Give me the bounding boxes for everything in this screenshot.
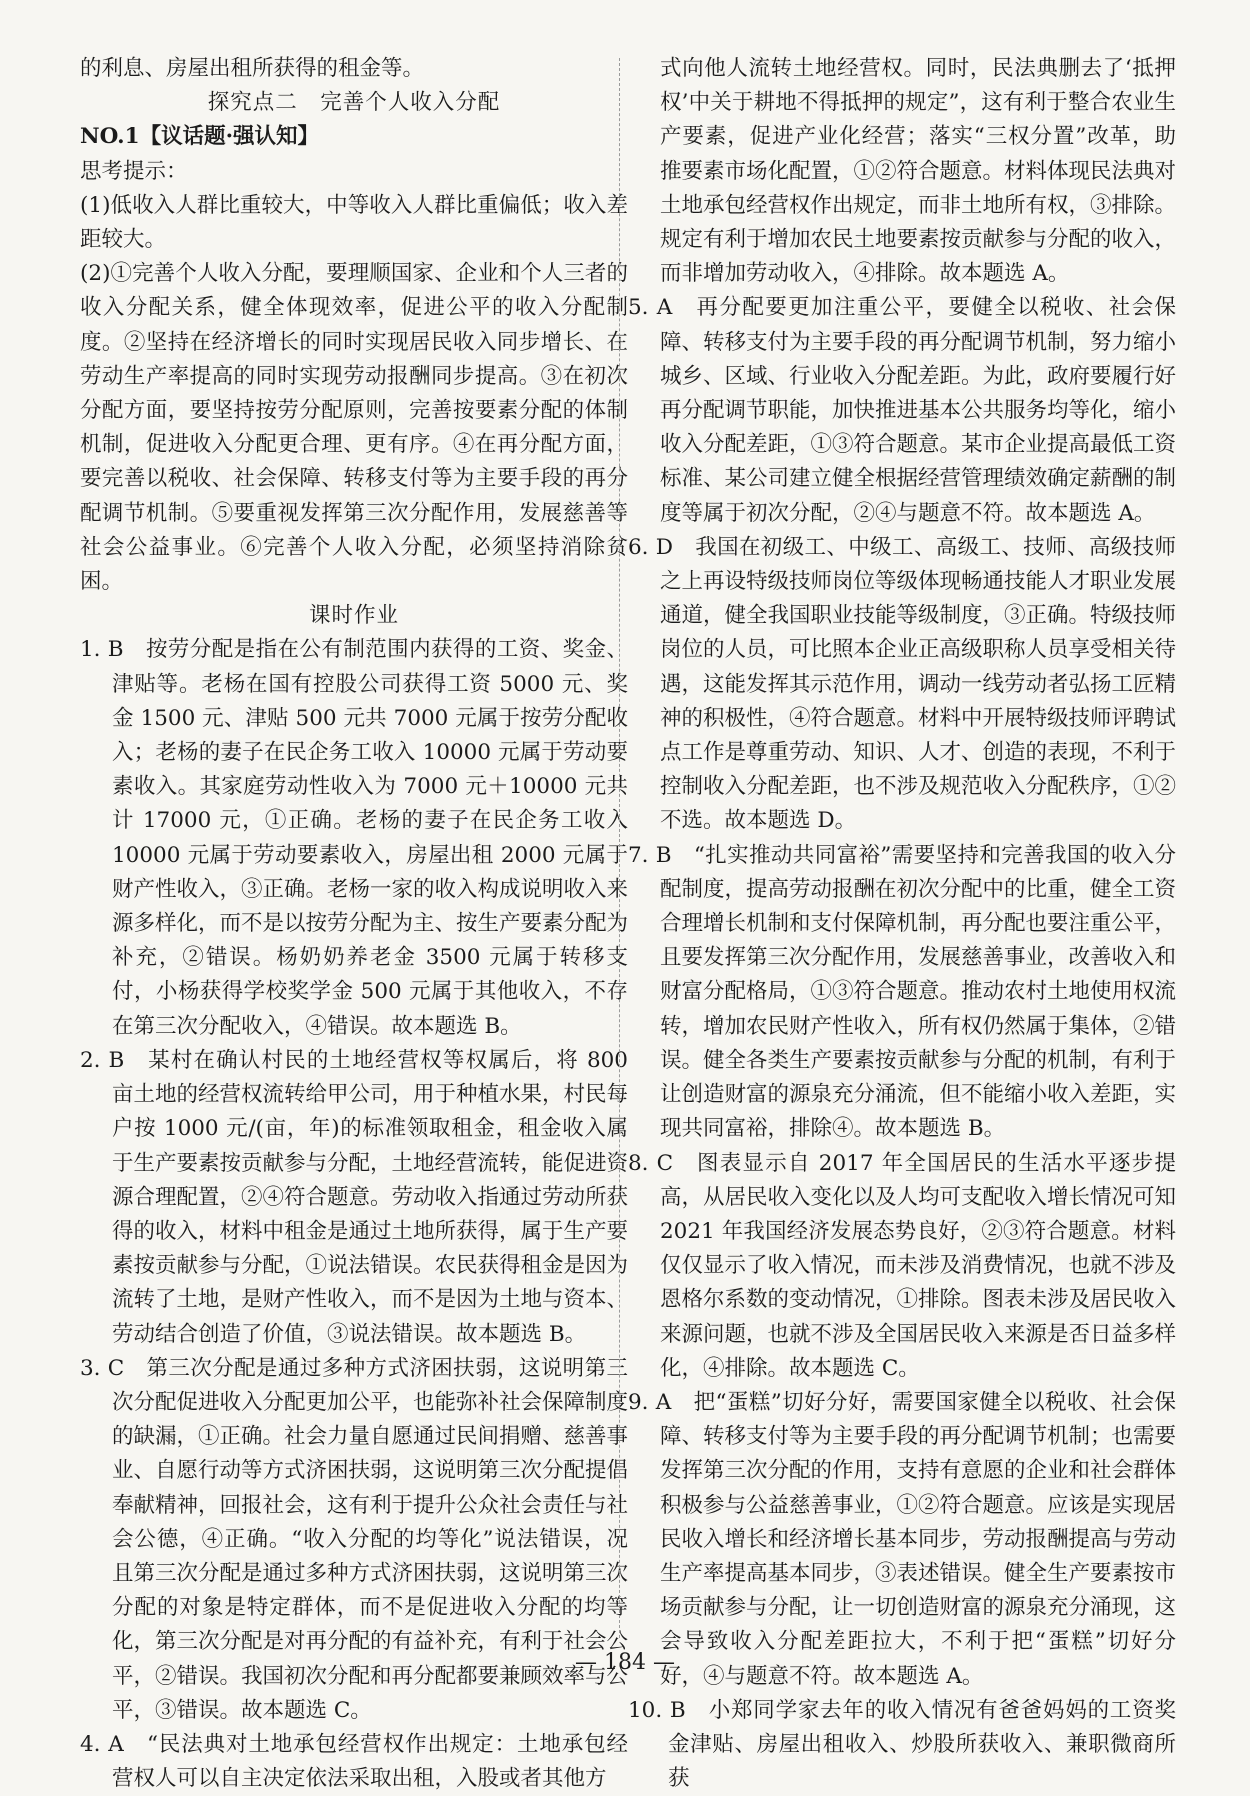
homework-title: 课时作业	[308, 603, 399, 629]
answer-item: 7. B “扎实推动共同富裕”需要坚持和完善我国的收入分配制度，提高劳动报酬在初次分配中的比重，健全工资合理增长机制和支付保障机制，再分配也要注重公平，且要发挥第三次分配作用，发展慈善事业，改善收入和财富分配格局，①③符合题意。推动农村土地使用权流转，增加农民财产性收入，所有权仍然属于集体，②错误。健全各类生产要素按贡献参与分配的机制，有利于让创造财富的源泉充分涌流，但不能缩小收入差距，实现共同富裕，排除④。故本题选 B。	[628, 842, 1177, 1142]
answer-item: 5. A 再分配要更加注重公平，要健全以税收、社会保障、转移支付为主要手段的再分配调节机制，努力缩小城乡、区域、行业收入分配差距。为此，政府要履行好再分配调节职能，加快推进基本公共服务均等化，缩小收入分配差距，①③符合题意。某市企业提高最低工资标准、某公司建立健全根据经营管理绩效确定薪酬的制度等属于初次分配，②④与题意不符。故本题选 A。	[628, 295, 1177, 526]
answer-item: 9. A 把“蛋糕”切好分好，需要国家健全以税收、社会保障、转移支付等为主要手段的再分配调节机制；也需要发挥第三次分配的作用，支持有意愿的企业和社会群体积极参与公益慈善事业，①②符合题意。应该是实现居民收入增长和经济增长基本同步，劳动报酬提高与劳动生产率提高基本同步，③表述错误。健全生产要素按市场贡献参与分配，让一切创造财富的源泉充分涌现，这会导致收入分配差距拉大，不利于把“蛋糕”切好分好，④与题意不符。故本题选 A。	[628, 1389, 1177, 1689]
left-column	[80, 52, 628, 1796]
hint-label: 思考提示：	[80, 158, 188, 184]
page-number: — 184 —	[575, 1650, 675, 1675]
column-divider	[619, 58, 620, 1638]
answer-continuation: 式向他人流转土地经营权。同时，民法典删去了‘抵押权’中关于耕地不得抵押的规定”，这有利于整合农业生产要素，促进产业化经营；落实“三权分置”改革，助推要素市场化配置，①②符合题意。材料体现民法典对土地承包经营权作出规定，而非土地所有权，③排除。规定有利于增加农民土地要素按贡献参与分配的收入，而非增加劳动收入，④排除。故本题选 A。	[660, 56, 1177, 287]
answer-item: 10. B 小郑同学家去年的收入情况有爸爸妈妈的工资奖金津贴、房屋出租收入、炒股所获收入、兼职微商所获	[628, 1697, 1176, 1792]
answer-item: 6. D 我国在初级工、中级工、高级工、技师、高级技师之上再设特级技师岗位等级体现畅通技能人才职业发展通道，健全我国职业技能等级制度，③正确。特级技师岗位的人员，可比照本企业正高级职称人员享受相关待遇，这能发挥其示范作用，调动一线劳动者弘扬工匠精神的积极性，④符合题意。材料中开展特级技师评聘试点工作是尊重劳动、知识、人才、创造的表现，不利于控制收入分配差距，也不涉及规范收入分配秩序，①②不选。故本题选 D。	[628, 534, 1177, 834]
answer-item: 8. C 图表显示自 2017 年全国居民的生活水平逐步提高，从居民收入变化以及人均可支配收入增长情况可知 2021 年我国经济发展态势良好，②③符合题意。材料仅仅显示了收入情况，而未涉及消费情况，也就不涉及恩格尔系数的变动情况，①排除。图表未涉及居民收入来源问题，也就不涉及全国居民收入来源是否日益多样化，④排除。故本题选 C。	[628, 1150, 1177, 1381]
answer-item: 4. A “民法典对土地承包经营权作出规定：土地承包经营权人可以自主决定依法采取出租，入股或者其他方	[80, 1731, 628, 1792]
hint-paragraph: (2)①完善个人收入分配，要理顺国家、企业和个人三者的收入分配关系，健全体现效率，促进公平的收入分配制度。②坚持在经济增长的同时实现居民收入同步增长、在劳动生产率提高的同时实现劳动报酬同步提高。③在初次分配方面，要坚持按劳分配原则，完善按要素分配的体制机制，促进收入分配更合理、更有序。④在再分配方面，要完善以税收、社会保障、转移支付等为主要手段的再分配调节机制。⑤要重视发挥第三次分配作用，发展慈善等社会公益事业。⑥完善个人收入分配，必须坚持消除贫困。	[80, 261, 628, 595]
answer-item: 3. C 第三次分配是通过多种方式济困扶弱，这说明第三次分配促进收入分配更加公平，也能弥补社会保障制度的缺漏，①正确。社会力量自愿通过民间捐赠、慈善事业、自愿行动等方式济困扶弱，这说明第三次分配提倡奉献精神，回报社会，这有利于提升公众社会责任与社会公德，④正确。“收入分配的均等化”说法错误，况且第三次分配是通过多种方式济困扶弱，这说明第三次分配的对象是特定群体，而不是促进收入分配的均等化，第三次分配是对再分配的有益补充，有利于社会公平，②错误。我国初次分配和再分配都要兼顾效率与公平，③错误。故本题选 C。	[80, 1355, 629, 1723]
answer-item: 1. B 按劳分配是指在公有制范围内获得的工资、奖金、津贴等。老杨在国有控股公司获得工资 5000 元、奖金 1500 元、津贴 500 元共 7000 元属于按劳分配收入；老杨的妻子在民企务工收入 10000 元属于劳动要素收入。其家庭劳动性收入为 7000 元＋10000 元共计 17000 元，①正确。老杨的妻子在民企务工收入 10000 元属于劳动要素收入，房屋出租 2000 元属于财产性收入，③正确。老杨一家的收入构成说明收入来源多样化，而不是以按劳分配为主、按生产要素分配为补充，②错误。杨奶奶养老金 3500 元属于转移支付，小杨获得学校奖学金 500 元属于其他收入，不存在第三次分配收入，④错误。故本题选 B。	[80, 637, 629, 1039]
answer-item: 2. B 某村在确认村民的土地经营权等权属后，将 800 亩土地的经营权流转给甲公司，用于种植水果，村民每户按 1000 元/(亩，年)的标准领取租金，租金收入属于生产要素按贡献参与分配，土地经营流转，能促进资源合理配置，②④符合题意。劳动收入指通过劳动所获得的收入，材料中租金是通过土地所获得，属于生产要素按贡献参与分配，①说法错误。农民获得租金是因为流转了土地，是财产性收入，而不是因为土地与资本、劳动结合创造了价值，③说法错误。故本题选 B。	[80, 1047, 629, 1347]
question-heading: NO.1【议话题·强认知】	[80, 124, 320, 150]
right-column	[628, 52, 1176, 1796]
continued-text: 的利息、房屋出租所获得的租金等。	[80, 56, 425, 81]
section-title: 探究点二 完善个人收入分配	[207, 90, 501, 116]
hint-paragraph: (1)低收入人群比重较大，中等收入人群比重偏低；收入差距较大。	[80, 192, 628, 253]
